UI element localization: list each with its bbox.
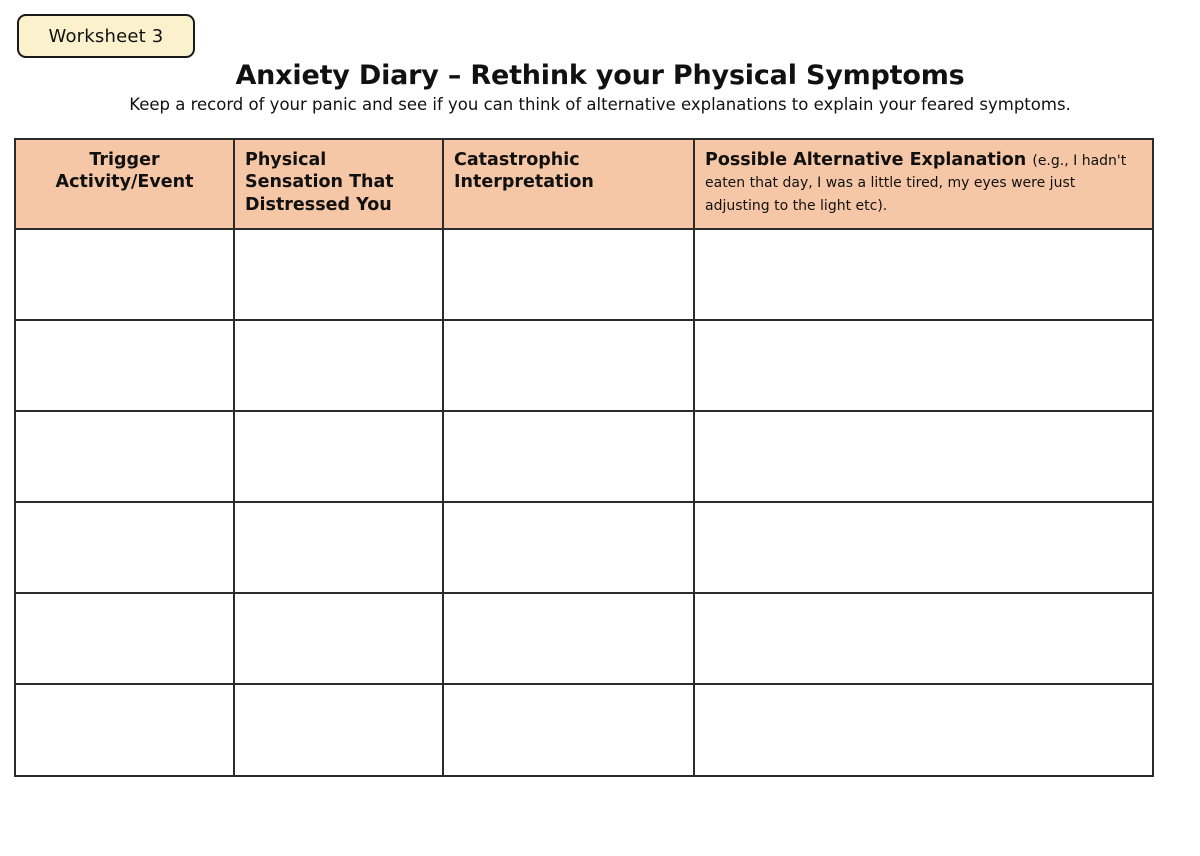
cell-sensation-value[interactable] [235,412,442,501]
cell-alternative[interactable] [694,320,1153,411]
cell-alternative[interactable] [694,411,1153,502]
cell-sensation-value[interactable] [235,230,442,319]
column-header-trigger-line1: Trigger [89,150,160,170]
column-header-sensation-line2: Sensation That [245,172,394,193]
cell-catastrophic[interactable] [443,229,694,320]
cell-catastrophic-value[interactable] [444,685,693,775]
cell-trigger-value[interactable] [16,594,233,683]
cell-catastrophic-value[interactable] [444,594,693,683]
cell-sensation[interactable] [234,502,443,593]
cell-trigger[interactable] [15,684,234,776]
column-header-alternative [694,139,1153,229]
cell-catastrophic[interactable] [443,684,694,776]
table-header [15,139,1153,229]
cell-catastrophic-value[interactable] [444,412,693,501]
column-header-trigger-line2: Activity/Event [55,172,194,193]
cell-alternative-value[interactable] [695,230,1152,319]
column-header-sensation [234,139,443,229]
cell-trigger[interactable] [15,320,234,411]
cell-alternative-value[interactable] [695,685,1152,775]
table-row [15,229,1153,320]
column-header-catastrophic [443,139,694,229]
cell-sensation[interactable] [234,411,443,502]
cell-catastrophic[interactable] [443,502,694,593]
table-row [15,502,1153,593]
cell-alternative-value[interactable] [695,594,1152,683]
cell-catastrophic[interactable] [443,320,694,411]
cell-alternative-value[interactable] [695,412,1152,501]
cell-catastrophic[interactable] [443,593,694,684]
cell-sensation-value[interactable] [235,594,442,683]
cell-alternative-value[interactable] [695,321,1152,410]
cell-trigger[interactable] [15,229,234,320]
cell-alternative[interactable] [694,593,1153,684]
cell-trigger-value[interactable] [16,503,233,592]
column-header-sensation-line1: Physical [245,150,327,170]
cell-trigger[interactable] [15,593,234,684]
table-body [15,229,1153,776]
cell-sensation[interactable] [234,593,443,684]
table-row [15,411,1153,502]
column-header-sensation-line3: Distressed You [245,194,392,215]
cell-sensation[interactable] [234,229,443,320]
column-header-catastrophic-line1: Catastrophic [454,150,580,170]
column-header-catastrophic-line2: Interpretation [454,172,594,193]
cell-catastrophic-value[interactable] [444,230,693,319]
column-header-alternative-label: Possible Alternative Explanation [705,150,1027,170]
cell-trigger-value[interactable] [16,321,233,410]
cell-sensation-value[interactable] [235,503,442,592]
cell-trigger[interactable] [15,502,234,593]
cell-trigger-value[interactable] [16,685,233,775]
cell-sensation[interactable] [234,320,443,411]
cell-trigger-value[interactable] [16,412,233,501]
column-header-trigger [15,139,234,229]
cell-alternative[interactable] [694,684,1153,776]
cell-alternative-value[interactable] [695,503,1152,592]
cell-trigger[interactable] [15,411,234,502]
table-row [15,320,1153,411]
anxiety-diary-table [14,138,1154,777]
table-row [15,684,1153,776]
table-header-row [15,139,1153,229]
cell-alternative[interactable] [694,502,1153,593]
cell-trigger-value[interactable] [16,230,233,319]
cell-catastrophic[interactable] [443,411,694,502]
column-header-alternative-note: (e.g., I hadn't eaten that day, I was a little tired, my eyes were just adjusting to the light etc). [705,153,1127,214]
cell-sensation[interactable] [234,684,443,776]
page-subtitle: Keep a record of your panic and see if you can think of alternative explanations to explain your feared symptoms. [129,95,1071,114]
cell-catastrophic-value[interactable] [444,503,693,592]
worksheet-badge-label: Worksheet 3 [48,25,164,47]
table-row [15,593,1153,684]
worksheet-badge [17,14,195,58]
cell-sensation-value[interactable] [235,321,442,410]
page-title: Anxiety Diary – Rethink your Physical Symptoms [235,60,965,91]
cell-sensation-value[interactable] [235,685,442,775]
cell-alternative[interactable] [694,229,1153,320]
cell-catastrophic-value[interactable] [444,321,693,410]
